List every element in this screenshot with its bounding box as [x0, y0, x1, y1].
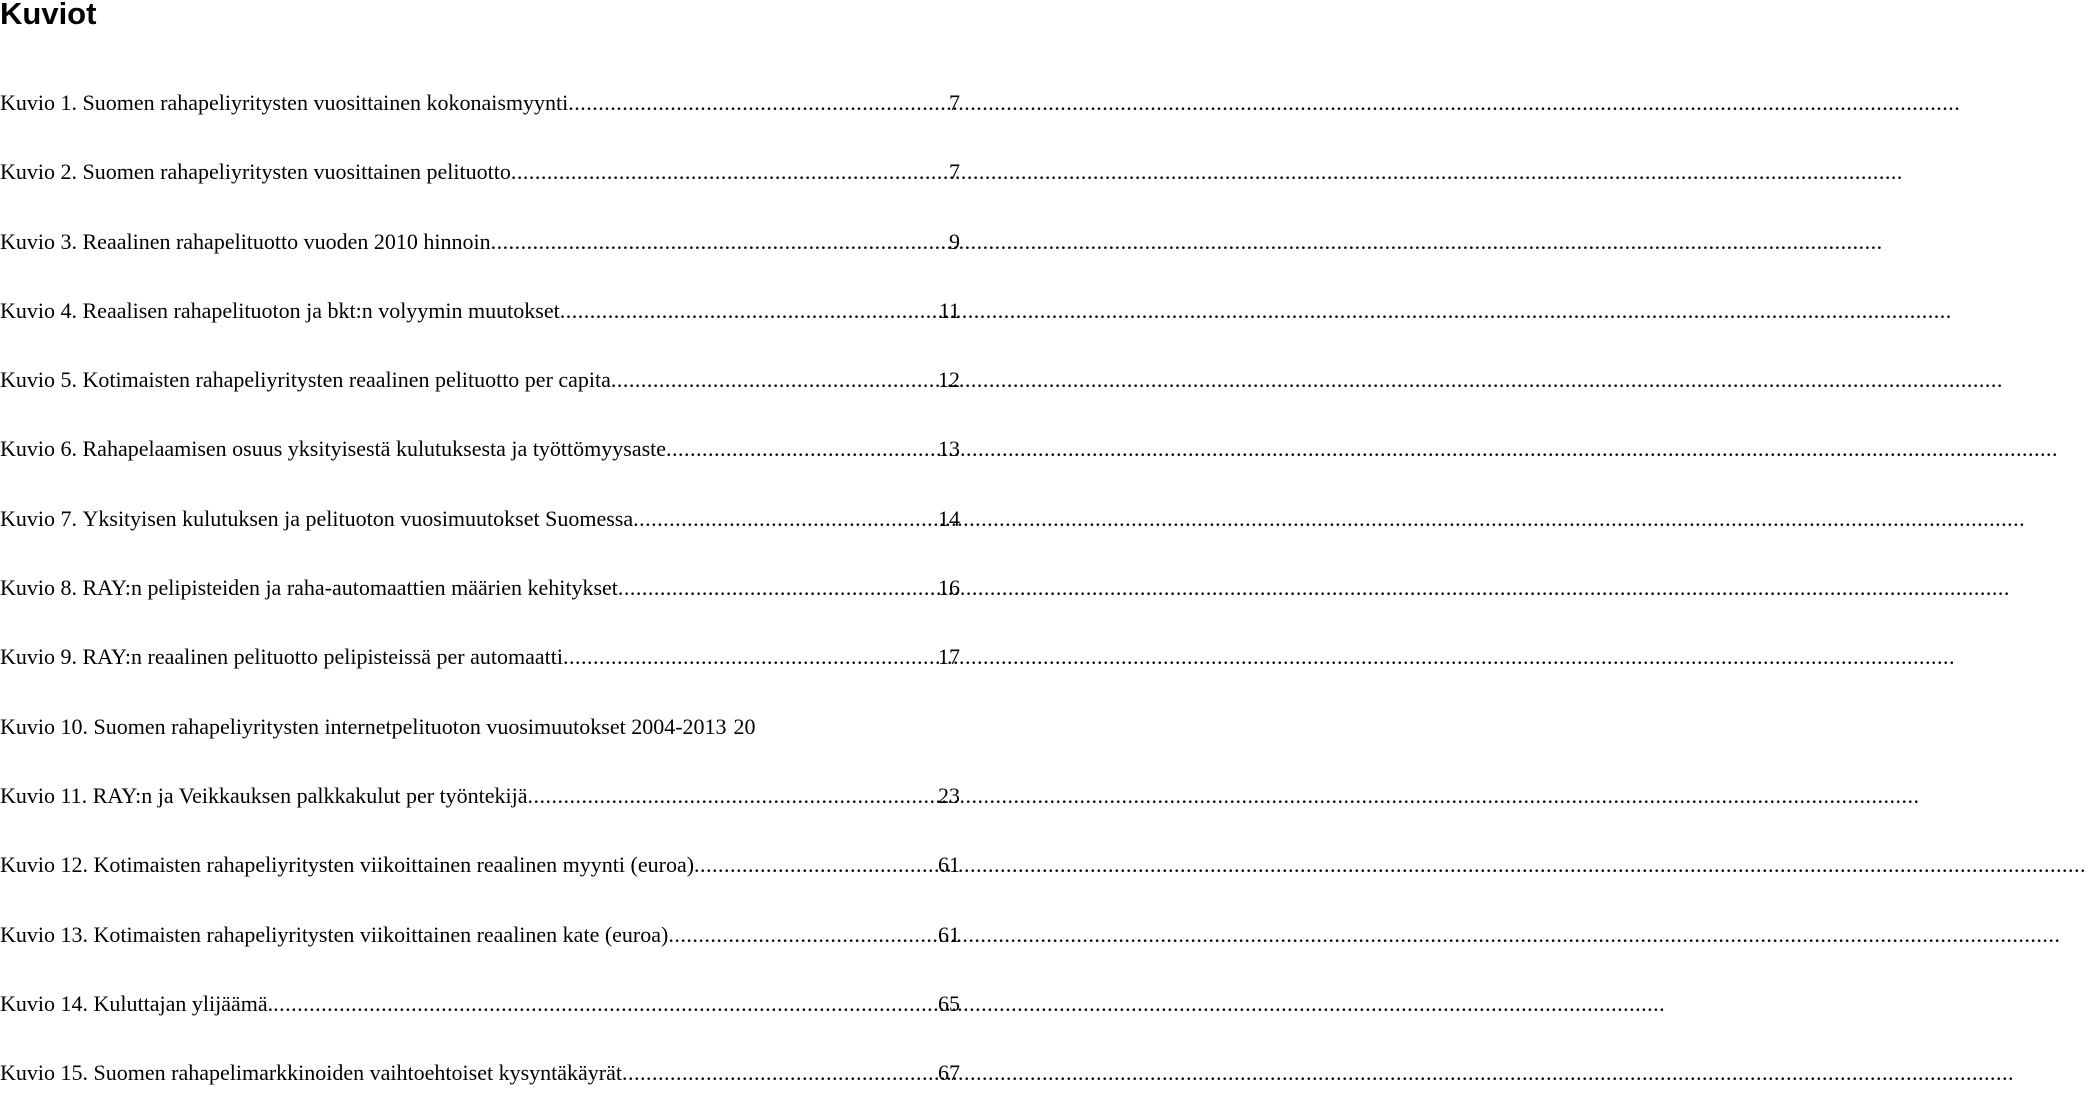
toc-entry-13[interactable] [0, 912, 960, 981]
dot-leader [668, 912, 935, 958]
entry-label: Kuvio 11. [0, 782, 88, 808]
entry-page-number: 7 [949, 159, 960, 185]
toc-entry-6[interactable] [0, 426, 960, 495]
entry-page-number: 61 [938, 852, 960, 878]
dot-leader [618, 565, 935, 611]
dot-leader [491, 219, 946, 265]
toc-entry-15[interactable] [0, 1050, 960, 1119]
toc-entry-8[interactable] [0, 565, 960, 634]
entry-label: Kuvio 8. [0, 575, 77, 601]
entry-page-number: 14 [938, 505, 960, 531]
entry-label: Kuvio 13. [0, 921, 88, 947]
entry-label: Kuvio 15. [0, 1060, 88, 1086]
entry-title: RAY:n reaalinen pelituotto pelipisteissä per automaatti [82, 644, 563, 670]
dot-leader [694, 842, 935, 888]
toc-entry-11[interactable] [0, 773, 960, 842]
dot-leader [622, 1050, 935, 1096]
dot-leader [633, 496, 935, 542]
entry-label: Kuvio 12. [0, 852, 88, 878]
toc-entry-9[interactable] [0, 634, 960, 703]
dot-leader [560, 288, 936, 334]
entry-page-number: 7 [949, 90, 960, 115]
entry-label: Kuvio 9. [0, 644, 77, 670]
entry-page-number: 17 [938, 644, 960, 670]
figure-list [0, 80, 960, 1119]
entry-page-number: 9 [949, 228, 960, 254]
dot-leader [528, 773, 935, 819]
dot-leader [568, 80, 946, 126]
toc-entry-3[interactable] [0, 219, 960, 288]
entry-title: Kotimaisten rahapeliyritysten viikoittainen reaalinen kate (euroa) [93, 921, 669, 947]
entry-page-number: 20 [733, 713, 756, 739]
entry-page-number: 13 [938, 436, 960, 462]
entry-label: Kuvio 6. [0, 436, 77, 462]
toc-entry-1[interactable] [0, 80, 960, 149]
entry-page-number: 65 [938, 990, 960, 1016]
toc-entry-2[interactable] [0, 149, 960, 218]
entry-page-number: 16 [938, 575, 960, 601]
dot-leader [666, 426, 935, 472]
entry-title: Kotimaisten rahapeliyritysten reaalinen pelituotto per capita [82, 367, 611, 393]
entry-title: Suomen rahapeliyritysten internetpelituoton vuosimuutokset 2004-2013 [93, 713, 727, 739]
entry-title: Reaalinen rahapelituotto vuoden 2010 hinnoin [82, 228, 491, 254]
toc-entry-4[interactable] [0, 288, 960, 357]
toc-entry-10[interactable] [0, 704, 960, 773]
entry-title: Suomen rahapeliyritysten vuosittainen pelituotto [82, 159, 511, 185]
entry-page-number: 12 [938, 367, 960, 393]
entry-title: Reaalisen rahapelituoton ja bkt:n volyymin muutokset [82, 297, 560, 323]
entry-label: Kuvio 3. [0, 228, 77, 254]
entry-title: Suomen rahapelimarkkinoiden vaihtoehtoiset kysyntäkäyrät [93, 1060, 622, 1086]
entry-label: Kuvio 2. [0, 159, 77, 185]
entry-label: Kuvio 1. [0, 90, 77, 115]
entry-title: Yksityisen kulutuksen ja pelituoton vuosimuutokset Suomessa [82, 505, 634, 531]
dot-leader [511, 149, 946, 195]
toc-entry-7[interactable] [0, 496, 960, 565]
toc-entry-5[interactable] [0, 357, 960, 426]
entry-title: Kuluttajan ylijäämä. [93, 990, 274, 1016]
entry-label: Kuvio 5. [0, 367, 77, 393]
entry-label: Kuvio 4. [0, 297, 77, 323]
entry-title: RAY:n ja Veikkauksen palkkakulut per työntekijä [92, 782, 528, 808]
entry-label: Kuvio 7. [0, 505, 77, 531]
entry-title: RAY:n pelipisteiden ja raha-automaattien määrien kehitykset [82, 575, 618, 601]
dot-leader [273, 981, 935, 1027]
entry-page-number: 11 [938, 297, 960, 323]
dot-leader [611, 357, 935, 403]
dot-leader [563, 634, 935, 680]
entry-title: Rahapelaamisen osuus yksityisestä kulutuksesta ja työttömyysaste [82, 436, 667, 462]
toc-entry-12[interactable] [0, 842, 960, 911]
entry-page-number: 23 [938, 782, 960, 808]
entry-page-number: 61 [938, 921, 960, 947]
entry-label: Kuvio 10. [0, 713, 88, 739]
entry-title: Kotimaisten rahapeliyritysten viikoittainen reaalinen myynti (euroa) [93, 852, 695, 878]
page-heading: Kuviot [0, 0, 97, 31]
toc-entry-14[interactable] [0, 981, 960, 1050]
entry-page-number: 67 [938, 1060, 960, 1086]
entry-title: Suomen rahapeliyritysten vuosittainen kokonaismyynti [82, 90, 569, 115]
entry-label: Kuvio 14. [0, 990, 88, 1016]
